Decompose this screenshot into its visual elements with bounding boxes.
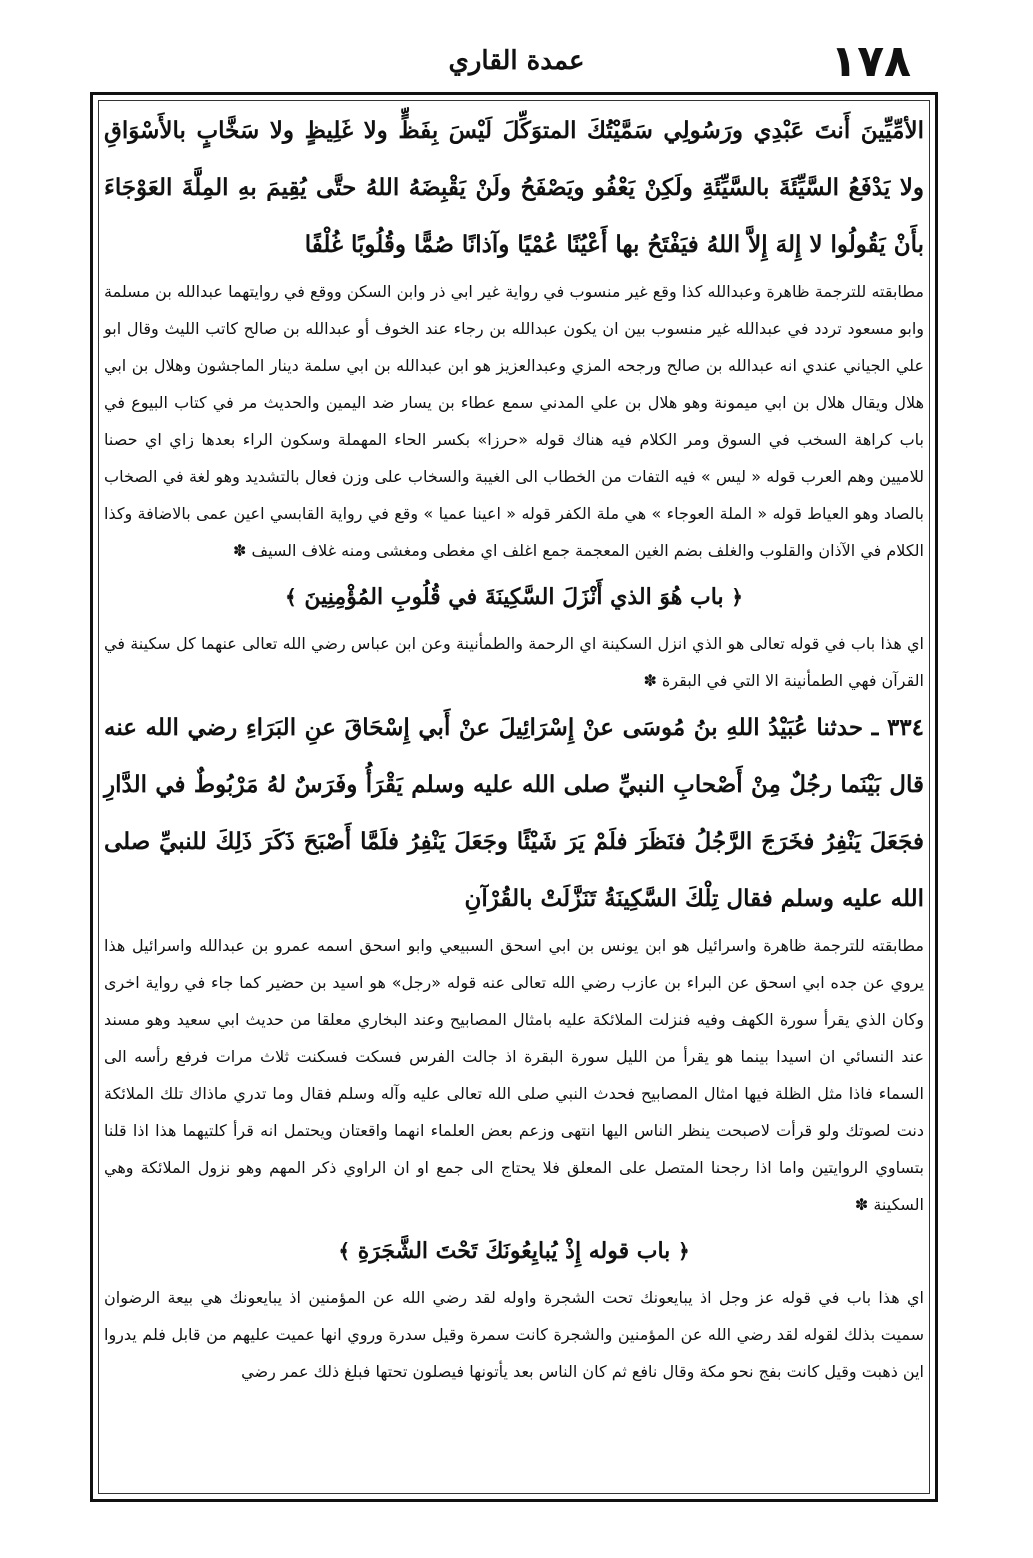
chapter-heading-text: باب هُوَ الذي أَنْزَلَ السَّكِينَةَ في قُلُوبِ المُؤْمِنِينَ (304, 584, 724, 610)
chapter-heading (104, 1223, 924, 1279)
page-number: ١٧٨ (830, 36, 911, 87)
commentary-paragraph: اي هذا باب في قوله تعالى هو الذي انزل السكينة اي الرحمة والطمأنينة وعن ابن عباس رضي الله تعالى عنهما كل سكينة في القرآن فهي الطمأنينة الا التي في البقرة ✽ (104, 634, 924, 690)
chapter-heading (104, 569, 924, 625)
hadith-text: الأمِّيِّينَ أَنتَ عَبْدِي ورَسُولِي سَمَّيْتُكَ المتوَكِّلَ لَيْسَ بِفَظٍّ ولا غَلِيظٍ ولا سَخَّابٍ بالأَسْوَاقِ ولا يَدْفَعُ السَّيِّئَةَ بالسَّيِّئَةِ ولَكِنْ يَعْفُو ويَصْفَحُ ولَنْ يَقْبِضَهُ اللهُ حتَّى يُقِيمَ بهِ المِلَّةَ العَوْجَاءَ بأَنْ يَقُولُوا لا إِلهَ إِلاَّ اللهُ فيَفْتَحُ بها أَعْيُنًا عُمْيًا وآذانًا صُمًّا وقُلُوبًا غُلْفًا (104, 117, 924, 258)
ornament-open: ﴿ (731, 585, 743, 609)
hadith-text: ٣٣٤ ـ حدثنا عُبَيْدُ اللهِ بنُ مُوسَى عنْ إِسْرَائِيلَ عنْ أَبي إِسْحَاقَ عنِ البَرَاءِ رضي الله عنه قال بَيْنَما رجُلٌ مِنْ أَصْحابِ النبيِّ صلى الله عليه وسلم يَقْرَأُ وفَرَسٌ لهُ مَرْبُوطٌ في الدَّارِ فجَعَلَ يَنْفِرُ فخَرَجَ الرَّجُلُ فنَظَرَ فلَمْ يَرَ شَيْئًا وجَعَلَ يَنْفِرُ فلَمَّا أَصْبَحَ ذَكَرَ ذَلِكَ للنبيِّ صلى الله عليه وسلم فقال تِلْكَ السَّكِينَةُ تَنَزَّلَتْ بالقُرْآنِ (104, 714, 924, 912)
running-title: عمدة القاري (448, 46, 585, 76)
commentary-paragraph: مطابقته للترجمة ظاهرة واسرائيل هو ابن يونس بن ابي اسحق السبيعي وابو اسحق اسمه عمرو بن عبدالله واسرائيل هذا يروي عن جده ابي اسحق عن البراء بن عازب رضي الله تعالى عنه قوله «رجل» هو اسيد بن حضير كما جاء في رواية اخرى وكان الذي يقرأ سورة الكهف وفيه فنزلت الملائكة عليه بامثال المصابيح وعند البخاري معلقا من حديث ابي سعيد وهو مسند عند النسائي ان اسيدا بينما هو يقرأ من الليل سورة البقرة اذ جالت الفرس فسكت فسكنت ثلاث مرات فرفع رأسه الى السماء فاذا مثل الظلة فيها امثال المصابيح فحدث النبي صلى الله تعالى عليه وآله وسلم فقال وما تدري ماذاك تلك الملائكة دنت لصوتك ولو قرأت لاصبحت ينظر الناس اليها انتهى وزعم بعض العلماء انهما واقعتان ويحتمل انه قرأ كلتيهما هذا اذا قلنا بتساوي الروايتين واما اذا رجحنا المتصل على المعلق فلا يحتاج الى جمع او ان الراوي ذكر المهم وهو نزول الملائكة وهي السكينة ✽ (104, 936, 924, 1214)
commentary-paragraph: اي هذا باب في قوله عز وجل اذ يبايعونك تحت الشجرة واوله لقد رضي الله عن المؤمنين اذ يبايعونك هي بيعة الرضوان سميت بذلك لقوله لقد رضي الله عن المؤمنين والشجرة كانت سمرة وقيل سدرة وروي انها عميت عليهم من قابل فلم يدروا اين ذهبت وقيل كانت بفج نحو مكة وقال نافع ثم كان الناس بعد يأتونها فيصلون تحتها فبلغ ذلك عمر رضي (104, 1288, 924, 1381)
page-body (104, 102, 924, 1390)
ornament-open: ﴿ (677, 1239, 690, 1263)
page-header (0, 34, 1033, 94)
chapter-heading-text: باب قوله إِذْ يُبايِعُونَكَ تَحْتَ الشَّجَرَةِ (357, 1238, 671, 1264)
ornament-close: ﴾ (285, 585, 297, 609)
ornament-close: ﴾ (338, 1239, 351, 1263)
commentary-paragraph: مطابقته للترجمة ظاهرة وعبدالله كذا وقع غير منسوب في رواية غير ابي ذر وابن السكن ووقع في روايتهما عبدالله بن مسلمة وابو مسعود تردد في عبدالله غير منسوب بين ان يكون عبدالله بن رجاء عند الخوف أو عبدالله بن صالح كاتب الليث وقال ابو علي الجياني عندي انه عبدالله بن صالح ورجحه المزي وعبدالعزيز هو ابن عبدالله بن ابي سلمة دينار الماجشون وهلال بن ابي هلال ويقال هلال بن ابي ميمونة وهو هلال بن علي المدني سمع عطاء بن يسار ضد اليمين والحديث مر في كتاب البيوع في باب كراهة السخب في السوق ومر الكلام فيه هناك قوله «حرزا» بكسر الحاء المهملة وسكون الراء بعدها زاي اي حصنا للاميين وهم العرب قوله « ليس » فيه التفات من الخطاب الى الغيبة والسخاب على وزن فعال بالتشديد وهو لغة في الصخاب بالصاد وهو العياط قوله « الملة العوجاء » هي ملة الكفر قوله « اعينا عميا » وقع في رواية القابسي اعين عمى بالاضافة وكذا الكلام في الآذان والقلوب والغلف بضم الغين المعجمة جمع اغلف اي مغطى ومغشى ومنه غلاف السيف ✽ (104, 282, 924, 560)
